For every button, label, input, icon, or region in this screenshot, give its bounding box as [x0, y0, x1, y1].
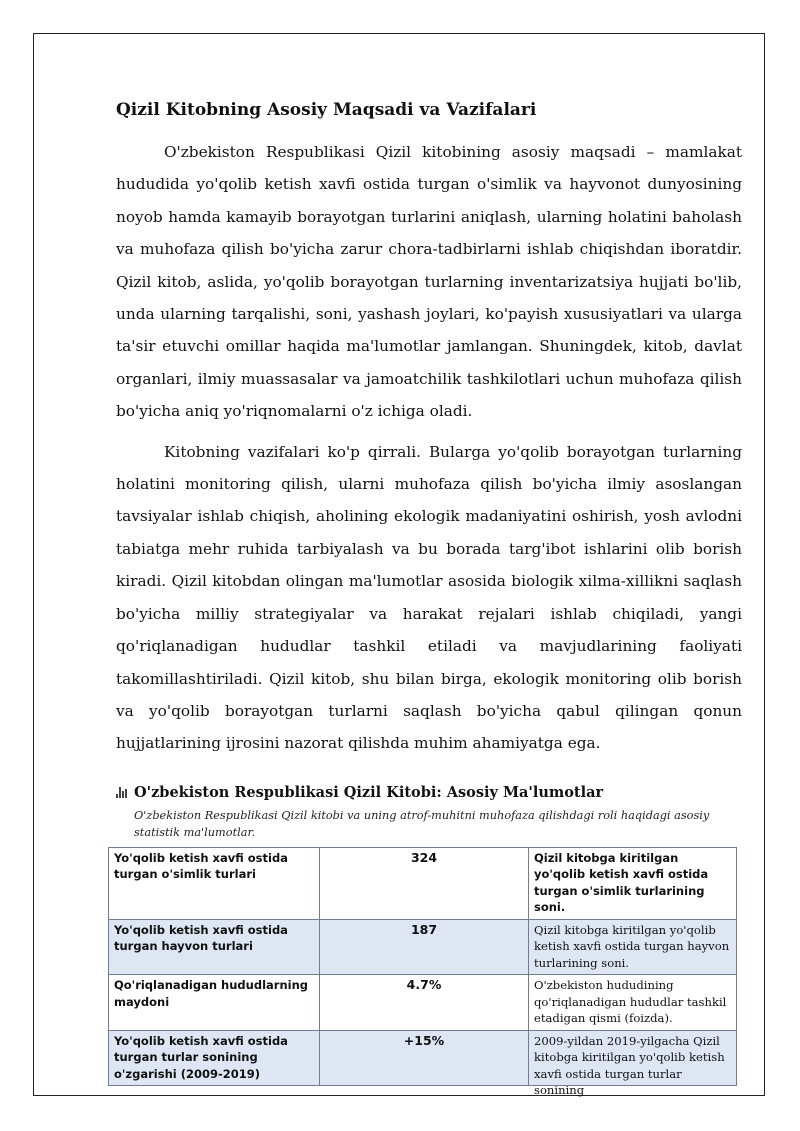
table-row [109, 1030, 737, 1086]
row-value: +15% [320, 1030, 529, 1086]
paragraph-tasks: Kitobning vazifalari ko'p qirrali. Bularga yo'qolib borayotgan turlarning holatini monitoring qilish, ularni muhofaza qilish bo'yicha ilmiy asoslangan tavsiyalar ishlab chiqish, aholining ekologik madaniyatini oshirish, yosh avlodni tabiatga mehr ruhida tarbiyalash va bu borada targ'ibot ishlarini olib borish kiradi. Qizil kitobdan olingan ma'lumotlar asosida biologik xilma-xillikni saqlash bo'yicha milliy strategiyalar va harakat rejalari ishlab chiqiladi, yangi qo'riqlanadigan hududlar tashkil etiladi va mavjudlarining faoliyati takomillashtiriladi. Qizil kitob, shu bilan birga, ekologik monitoring olib borish va yo'qolib borayotgan turlarni saqlash bo'yicha qabul qilingan qonun hujjatlarining ijrosini nazorat qilishda muhim ahamiyatga ega. [116, 442, 742, 753]
row-label: Yo'qolib ketish xavfi ostida turgan hayvon turlari [109, 919, 320, 975]
table-caption: O'zbekiston Respublikasi Qizil kitobi va uning atrof-muhitni muhofaza qilishdagi roli haqidagi asosiy statistik ma'lumotlar. [134, 808, 710, 839]
row-description [529, 1030, 737, 1098]
bar-chart-icon [116, 787, 128, 798]
row-value: 324 [320, 847, 529, 919]
row-label: Yo'qolib ketish xavfi ostida turgan o'simlik turlari [109, 847, 320, 919]
table-title [116, 784, 742, 801]
row-value: 4.7% [320, 975, 529, 1031]
paragraph-goal: O'zbekiston Respublikasi Qizil kitobining asosiy maqsadi – mamlakat hududida yo'qolib ketish xavfi ostida turgan o'simlik va hayvonot dunyosining noyob hamda kamayib borayotgan turlarini aniqlash, ularning holatini baholash va muhofaza qilish bo'yicha zarur chora-tadbirlarni ishlab chiqishdan iboratdir. Qizil kitob, aslida, yo'qolib borayotgan turlarning inventarizatsiya hujjati bo'lib, unda ularning tarqalishi, soni, yashash joylari, ko'payish xususiyatlari va ularga ta'sir etuvchi omillar haqida ma'lumotlar jamlangan. Shuningdek, kitob, davlat organlari, ilmiy muassasalar va jamoatchilik tashkilotlari uchun muhofaza qilish bo'yicha aniq yo'riqnomalarni o'z ichiga oladi. [116, 143, 742, 421]
table-title-text: O'zbekiston Respublikasi Qizil Kitobi: Asosiy Ma'lumotlar [134, 783, 604, 801]
table-row [109, 919, 737, 975]
row-value: 187 [320, 919, 529, 975]
statistics-table [108, 847, 737, 1098]
row-description: O'zbekiston hududining qo'riqlanadigan hududlar tashkil etadigan qismi (foizda). [529, 975, 737, 1031]
row-description: Qizil kitobga kiritilgan yo'qolib ketish xavfi ostida turgan o'simlik turlarining soni. [529, 847, 737, 919]
row-label: Yo'qolib ketish xavfi ostida turgan turlar sonining o'zgarishi (2009-2019) [109, 1030, 320, 1086]
table-row [109, 975, 737, 1031]
row-label: Qo'riqlanadigan hududlarning maydoni [109, 975, 320, 1031]
document-body [114, 98, 742, 1098]
table-row [109, 847, 737, 919]
row-description: Qizil kitobga kiritilgan yo'qolib ketish xavfi ostida turgan hayvon turlarining soni. [529, 919, 737, 975]
row-description-text: 2009-yildan 2019-yilgacha Qizil kitobga kiritilgan yo'qolib ketish xavfi ostida turgan turlar sonining [534, 1033, 725, 1098]
section-heading: Qizil Kitobning Asosiy Maqsadi va Vazifalari [116, 100, 537, 120]
